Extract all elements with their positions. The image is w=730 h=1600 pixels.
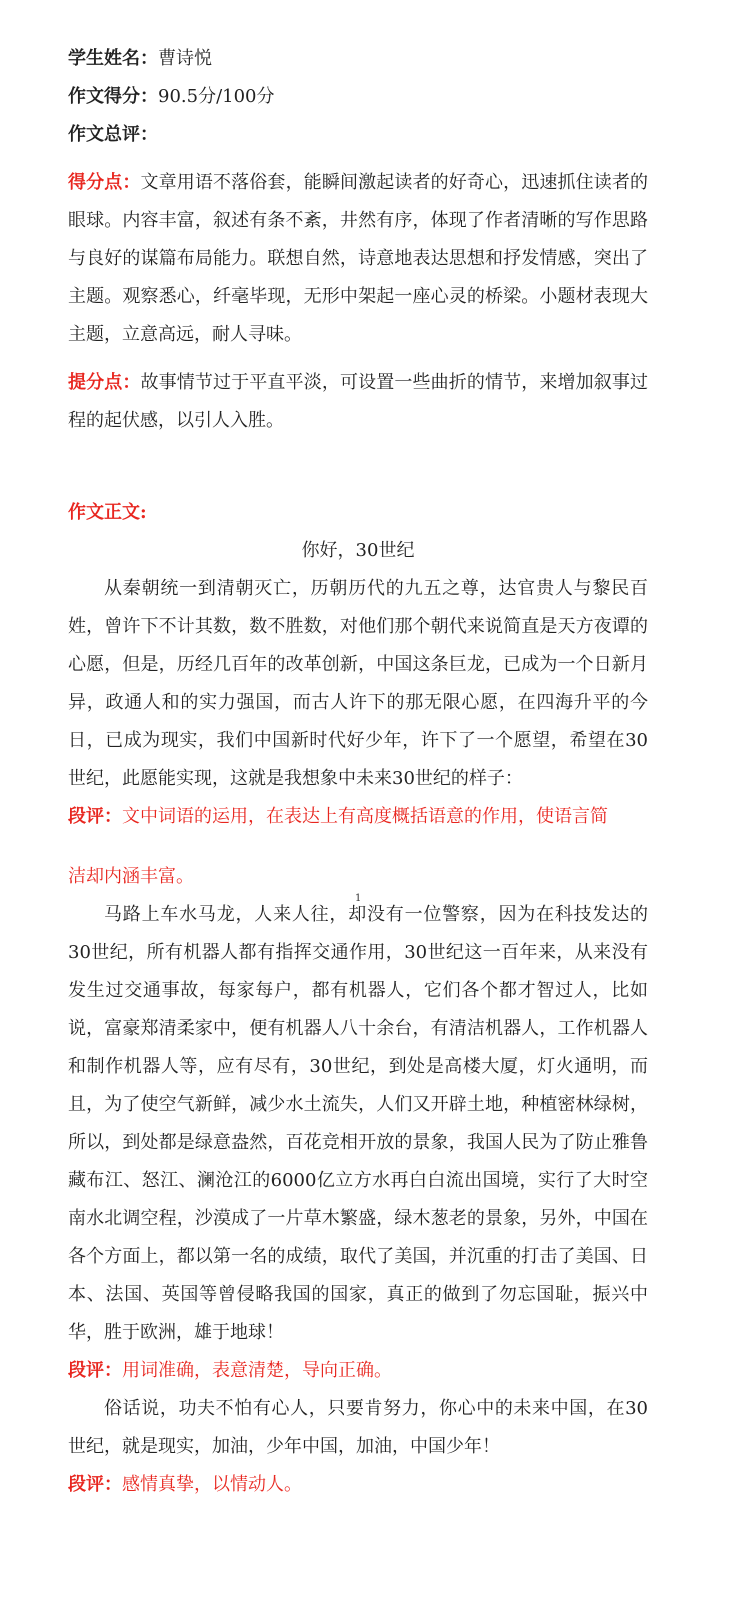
score-value: 90.5分/100分 xyxy=(158,86,275,107)
paragraph-comment-3-text: 感情真挚，以情动人。 xyxy=(122,1474,302,1495)
student-name-label: 学生姓名： xyxy=(68,48,158,69)
review-row xyxy=(68,116,648,154)
page-number: 1 xyxy=(355,893,362,904)
improvements-label: 提分点： xyxy=(68,372,141,393)
paragraph-comment-1 xyxy=(68,798,648,836)
paragraph-comment-1-label: 段评： xyxy=(68,806,122,827)
essay-paragraph-2: 马路上车水马龙，人来人往，却没有一位警察，因为在科技发达的30世纪，所有机器人都有指挥交通作用，30世纪这一百年来，从来没有发生过交通事故，每家每户，都有机器人，它们各个都才智过人，比如说，富豪郑清柔家中，便有机器人八十余台，有清洁机器人，工作机器人和制作机器人等，应有尽有，30世纪，到处是高楼大厦，灯火通明，而且，为了使空气新鲜，减少水土流失，人们又开辟土地，种植密林绿树，所以，到处都是绿意盎然，百花竞相开放的景象，我国人民为了防止雅鲁藏布江、怒江、澜沧江的6000亿立方水再白白流出国境，实行了大时空南水北调空程，沙漠成了一片草木繁盛，绿木葱老的景象，另外，中国在各个方面上，都以第一名的成绩，取代了美国，并沉重的打击了美国、日本、法国、英国等曾侵略我国的国家，真正的做到了勿忘国耻，振兴中华，胜于欧洲，雄于地球！ xyxy=(68,904,648,1343)
paragraph-comment-3-label: 段评： xyxy=(68,1474,122,1495)
review-label: 作文总评： xyxy=(68,124,158,145)
paragraph-comment-1-continued xyxy=(68,858,648,896)
paragraph-comment-2 xyxy=(68,1352,648,1390)
strengths-label: 得分点： xyxy=(68,172,141,193)
strengths-paragraph xyxy=(68,164,648,354)
score-row xyxy=(68,78,648,116)
paragraph-comment-1-text-b: 洁却内涵丰富。 xyxy=(68,866,194,887)
paragraph-comment-3 xyxy=(68,1466,648,1504)
essay-paragraph-1: 从秦朝统一到清朝灭亡，历朝历代的九五之尊，达官贵人与黎民百姓，曾许下不计其数，数不胜数，对他们那个朝代来说简直是天方夜谭的心愿，但是，历经几百年的改革创新，中国这条巨龙，已成为一个日新月异，政通人和的实力强国，而古人许下的那无限心愿，在四海升平的今日，已成为现实，我们中国新时代好少年，许下了一个愿望，希望在30世纪，此愿能实现，这就是我想象中未来30世纪的样子： xyxy=(68,578,648,789)
improvements-text: 故事情节过于平直平淡，可设置一些曲折的情节，来增加叙事过程的起伏感，以引人入胜。 xyxy=(68,372,649,431)
strengths-text: 文章用语不落俗套，能瞬间激起读者的好奇心，迅速抓住读者的眼球。内容丰富，叙述有条不紊，井然有序，体现了作者清晰的写作思路与良好的谋篇布局能力。联想自然，诗意地表达思想和抒发情感，突出了主题。观察悉心，纤毫毕现，无形中架起一座心灵的桥梁。小题材表现大主题，立意高远，耐人寻味。 xyxy=(68,172,649,345)
student-name-row xyxy=(68,40,648,78)
paragraph-comment-2-text: 用词准确，表意清楚，导向正确。 xyxy=(122,1360,392,1381)
score-label: 作文得分： xyxy=(68,86,158,107)
essay-title: 你好，30世纪 xyxy=(301,540,415,561)
student-name-value: 曹诗悦 xyxy=(158,48,212,69)
paragraph-comment-2-label: 段评： xyxy=(68,1360,122,1381)
improvements-paragraph xyxy=(68,364,648,440)
essay-section-label: 作文正文: xyxy=(68,502,147,523)
essay-review-page xyxy=(68,40,648,1504)
paragraph-comment-1-text-a: 文中词语的运用，在表达上有高度概括语意的作用，使语言简 xyxy=(122,806,608,827)
essay-paragraph-3: 俗话说，功夫不怕有心人，只要肯努力，你心中的未来中国，在30世纪，就是现实，加油，少年中国，加油，中国少年！ xyxy=(68,1398,648,1457)
